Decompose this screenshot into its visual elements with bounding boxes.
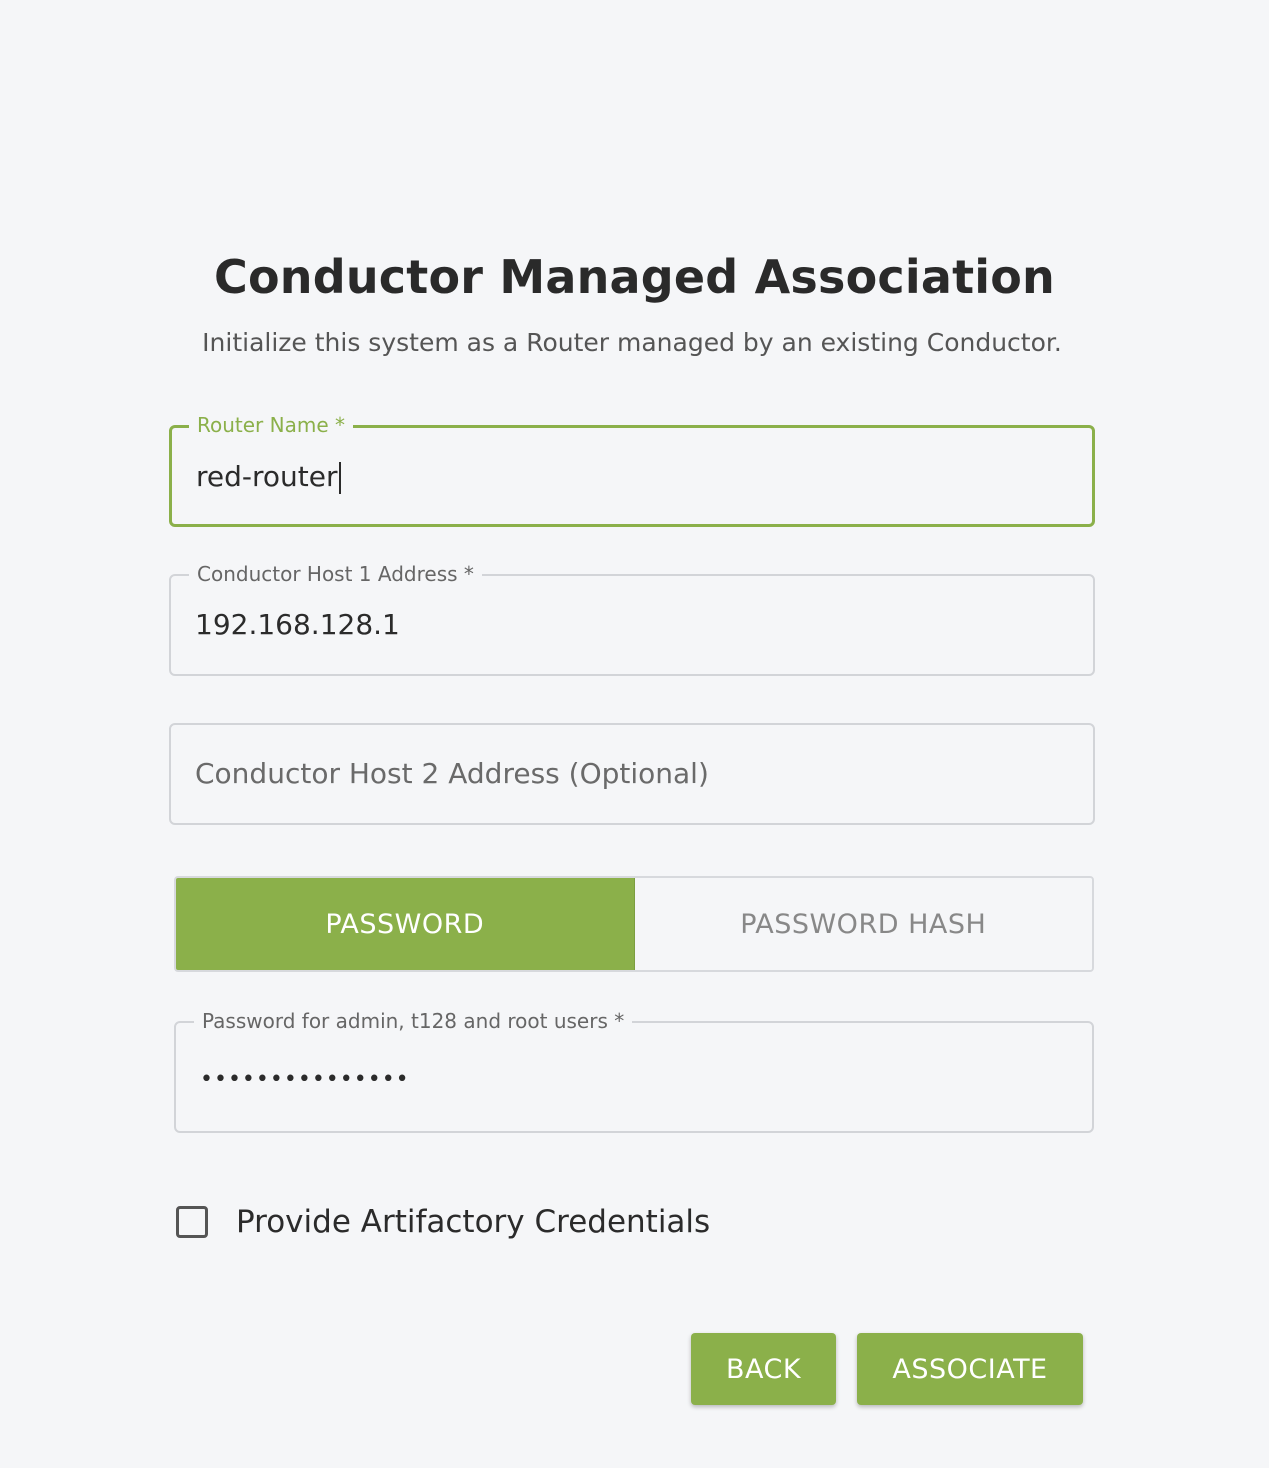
password-input[interactable]: ••••••••••••••• <box>200 1067 410 1092</box>
page-subtitle: Initialize this system as a Router managed by an existing Conductor. <box>202 328 1062 357</box>
conductor-host1-label: Conductor Host 1 Address * <box>189 561 482 587</box>
router-name-input[interactable] <box>196 460 341 494</box>
router-name-label: Router Name * <box>189 412 353 438</box>
router-name-field[interactable] <box>169 413 1095 527</box>
auth-type-toggle <box>174 876 1094 972</box>
password-hash-tab[interactable]: PASSWORD HASH <box>635 878 1093 970</box>
conductor-host2-field[interactable] <box>169 723 1095 825</box>
conductor-host2-placeholder[interactable]: Conductor Host 2 Address (Optional) <box>195 757 709 790</box>
artifactory-credentials-row[interactable] <box>176 1204 710 1240</box>
back-button[interactable]: BACK <box>691 1333 836 1405</box>
password-tab[interactable]: PASSWORD <box>176 878 635 970</box>
password-field[interactable] <box>174 1009 1094 1133</box>
page-title: Conductor Managed Association <box>214 250 1055 304</box>
router-name-value: red-router <box>196 460 338 493</box>
artifactory-checkbox[interactable] <box>176 1206 208 1238</box>
password-label: Password for admin, t128 and root users * <box>194 1008 632 1034</box>
text-cursor <box>339 462 341 494</box>
associate-button[interactable]: ASSOCIATE <box>857 1333 1083 1405</box>
conductor-host1-input[interactable]: 192.168.128.1 <box>195 608 400 641</box>
conductor-host1-field[interactable] <box>169 562 1095 676</box>
artifactory-checkbox-label[interactable]: Provide Artifactory Credentials <box>236 1204 711 1240</box>
